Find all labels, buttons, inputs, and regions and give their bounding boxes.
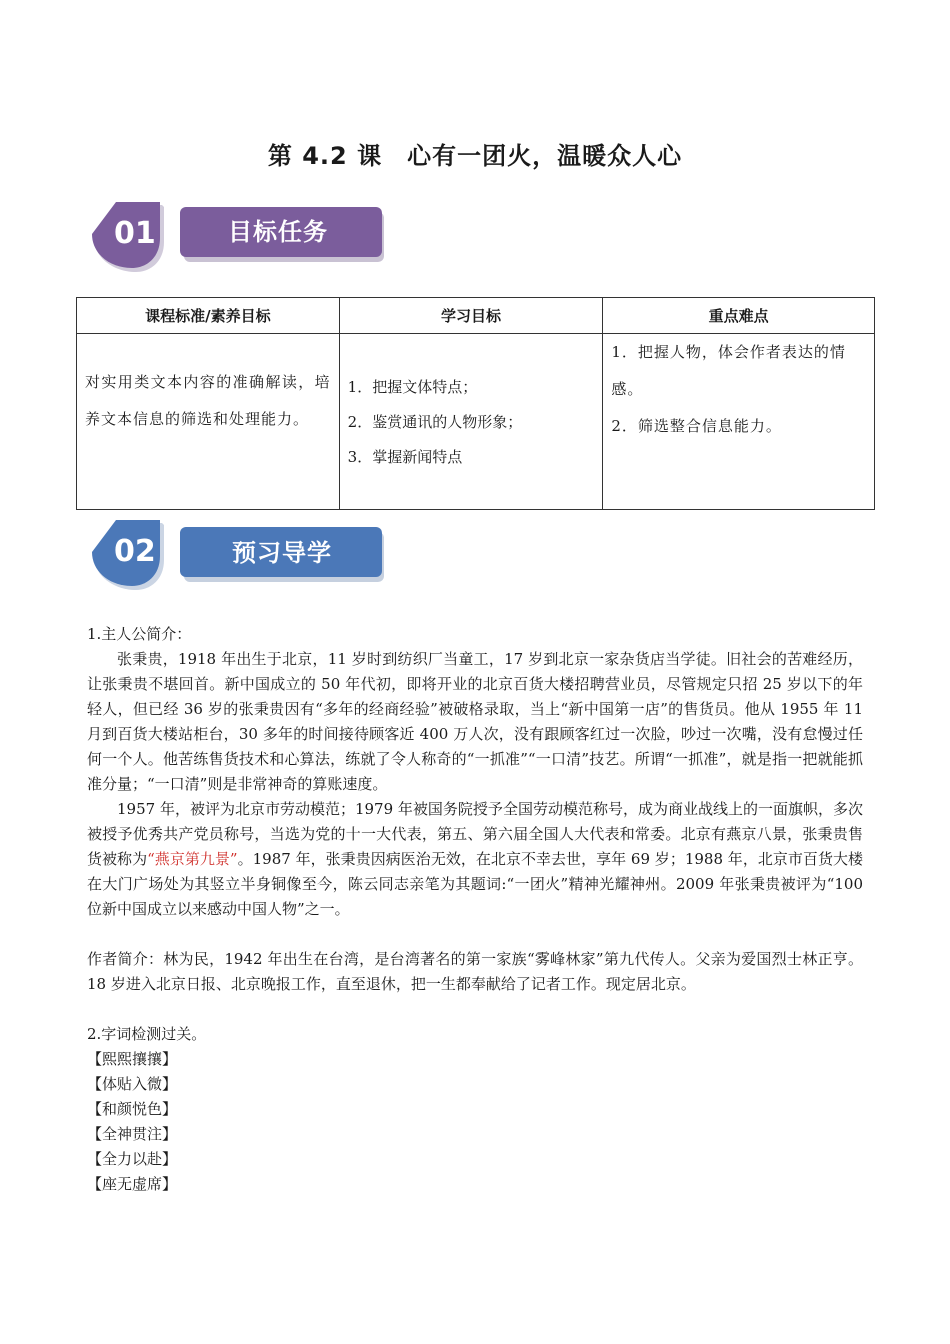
intro-paragraph-1: 张秉贵，1918 年出生于北京，11 岁时到纺织厂当童工，17 岁到北京一家杂货店当学徒。旧社会的苦难经历，让张秉贵不堪回首。新中国成立的 50 年代初，即将开业的北京百货大楼招聘营业员，尽管规定只招 25 岁以下的年轻人，但已经 36 岁的张秉贵因有“多年的经商经验”被破格录取，当上“新中国第一店”的售货员。他从 1955 年 11 月到百货大楼站柜台，30 多年的时间接待顾客近 400 万人次，没有跟顾客红过一次脸，吵过一次嘴，没有怠慢过任何一个人。他苦练售货技术和心算法，练就了令人称奇的“一抓准”“一口清”技艺。所谓“一抓准”，就是指一把就能抓准分量；“一口清”则是非常神奇的算账速度。 (87, 650, 863, 793)
word-item: 【体贴入微】 (87, 1075, 178, 1093)
text-segment: 。1987 年，张秉贵因病医治无效，在北京不幸去世，享年 69 岁；1988 年，北京市百货大楼在大门广场处为其竖立半身铜像至今，陈云同志亲笔为其题词:“一团火”精神光耀神州。2009 年张秉贵被评为“100 位新中国成立以来感动中国人物”之一。 (87, 850, 863, 918)
table-cell-keypoints (603, 334, 875, 510)
goals-table (76, 297, 875, 510)
text-segment: 1957 年，被评为北京市劳动模范；1979 年被国务院授予全国劳动模范称号，成为商业战线上的一面旗帜，多次被授予优秀共产党员称号，当选为党的十一大代表，第五、第六届全国人大代表和常委。北京有燕京八景，张秉贵售货被称为 (87, 800, 863, 868)
word-item: 【熙熙攘攘】 (87, 1050, 178, 1068)
table-cell-goals (339, 334, 603, 510)
section-badge-01 (92, 200, 392, 278)
intro-heading: 1.主人公简介： (87, 625, 192, 643)
table-header-cell: 重点难点 (603, 298, 875, 334)
list-item: 1．把握人物，体会作者表达的情感。 (611, 343, 846, 398)
word-item: 【全神贯注】 (87, 1125, 178, 1143)
section-number: 01 (114, 216, 156, 251)
word-item: 【全力以赴】 (87, 1150, 178, 1168)
table-header-row (77, 298, 875, 334)
author-intro: 作者简介：林为民，1942 年出生在台湾，是台湾著名的第一家族“雾峰林家”第九代传人。父亲为爱国烈士林正亨。18 岁进入北京日报、北京晚报工作，直至退休，把一生都奉献给了记者工作。现定居北京。 (87, 950, 863, 993)
word-item: 【和颜悦色】 (87, 1100, 178, 1118)
table-cell-standard: 对实用类文本内容的准确解读，培养文本信息的筛选和处理能力。 (77, 334, 340, 510)
highlight-text: “燕京第九景” (147, 850, 238, 868)
table-header-cell: 学习目标 (339, 298, 603, 334)
section-label: 预习导学 (232, 539, 332, 567)
page-title: 第 4.2 课 心有一团火，温暖众人心 (267, 142, 683, 170)
section-label: 目标任务 (228, 218, 328, 246)
list-item: 1．把握文体特点； (347, 378, 478, 396)
word-item: 【座无虚席】 (87, 1175, 178, 1193)
intro-paragraph-2 (87, 797, 863, 922)
list-item: 2．筛选整合信息能力。 (611, 417, 782, 435)
list-item: 2．鉴赏通讯的人物形象； (347, 413, 523, 431)
table-header-cell: 课程标准/素养目标 (77, 298, 340, 334)
intro-section (87, 622, 863, 1197)
list-item: 3．掌握新闻特点 (347, 448, 463, 466)
table-row (77, 334, 875, 510)
section-badge-02 (92, 518, 392, 596)
section-number: 02 (114, 534, 156, 569)
words-heading: 2.字词检测过关。 (87, 1025, 207, 1043)
